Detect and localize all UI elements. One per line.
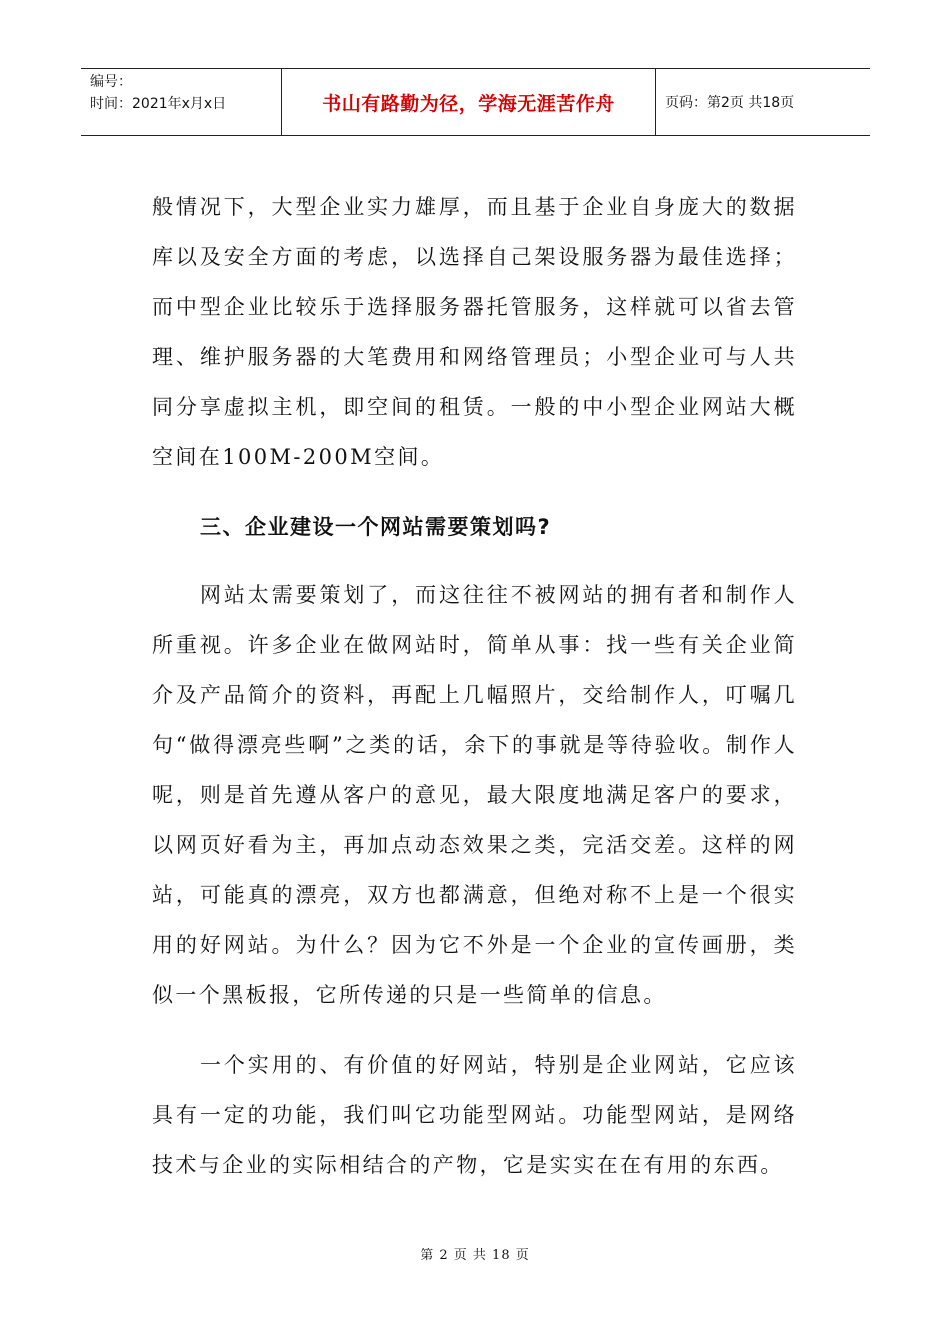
page-header	[81, 68, 870, 136]
paragraph-gap	[152, 1020, 797, 1040]
header-motto: 书山有路勤为径，学海无涯苦作舟	[281, 69, 656, 135]
header-meta	[81, 69, 281, 135]
body-paragraph-3: 一个实用的、有价值的好网站，特别是企业网站，它应该具有一定的功能，我们叫它功能型网站。功能型网站，是网络技术与企业的实际相结合的产物，它是实实在在有用的东西。	[152, 1053, 797, 1177]
section-heading: 三、企业建设一个网站需要策划吗?	[200, 515, 552, 539]
document-number-label: 编号：	[90, 74, 132, 90]
body-paragraph-2: 网站太需要策划了，而这往往不被网站的拥有者和制作人所重视。许多企业在做网站时，简单从事：找一些有关企业简介及产品简介的资料，再配上几幅照片，交给制作人，叮嘱几句“做得漂亮些啊”之类的话，余下的事就是等待验收。制作人呢，则是首先遵从客户的意见，最大限度地满足客户的要求，以网页好看为主，再加点动态效果之类，完活交差。这样的网站，可能真的漂亮，双方也都满意，但绝对称不上是一个很实用的好网站。为什么？因为它不外是一个企业的宣传画册，类似一个黑板报，它所传递的只是一些简单的信息。	[152, 583, 797, 1007]
page-footer: 第 2 页 共 18 页	[420, 1248, 530, 1263]
header-page-info: 页码：第2页 共18页	[665, 95, 795, 111]
document-body	[152, 182, 797, 1190]
body-paragraph-1: 般情况下，大型企业实力雄厚，而且基于企业自身庞大的数据库以及安全方面的考虑，以选择自己架设服务器为最佳选择；而中型企业比较乐于选择服务器托管服务，这样就可以省去管理、维护服务器的大笔费用和网络管理员；小型企业可与人共同分享虚拟主机，即空间的租赁。一般的中小型企业网站大概空间在100M-200M空间。	[152, 195, 797, 469]
document-time-label: 时间：2021年x月x日	[90, 96, 227, 112]
